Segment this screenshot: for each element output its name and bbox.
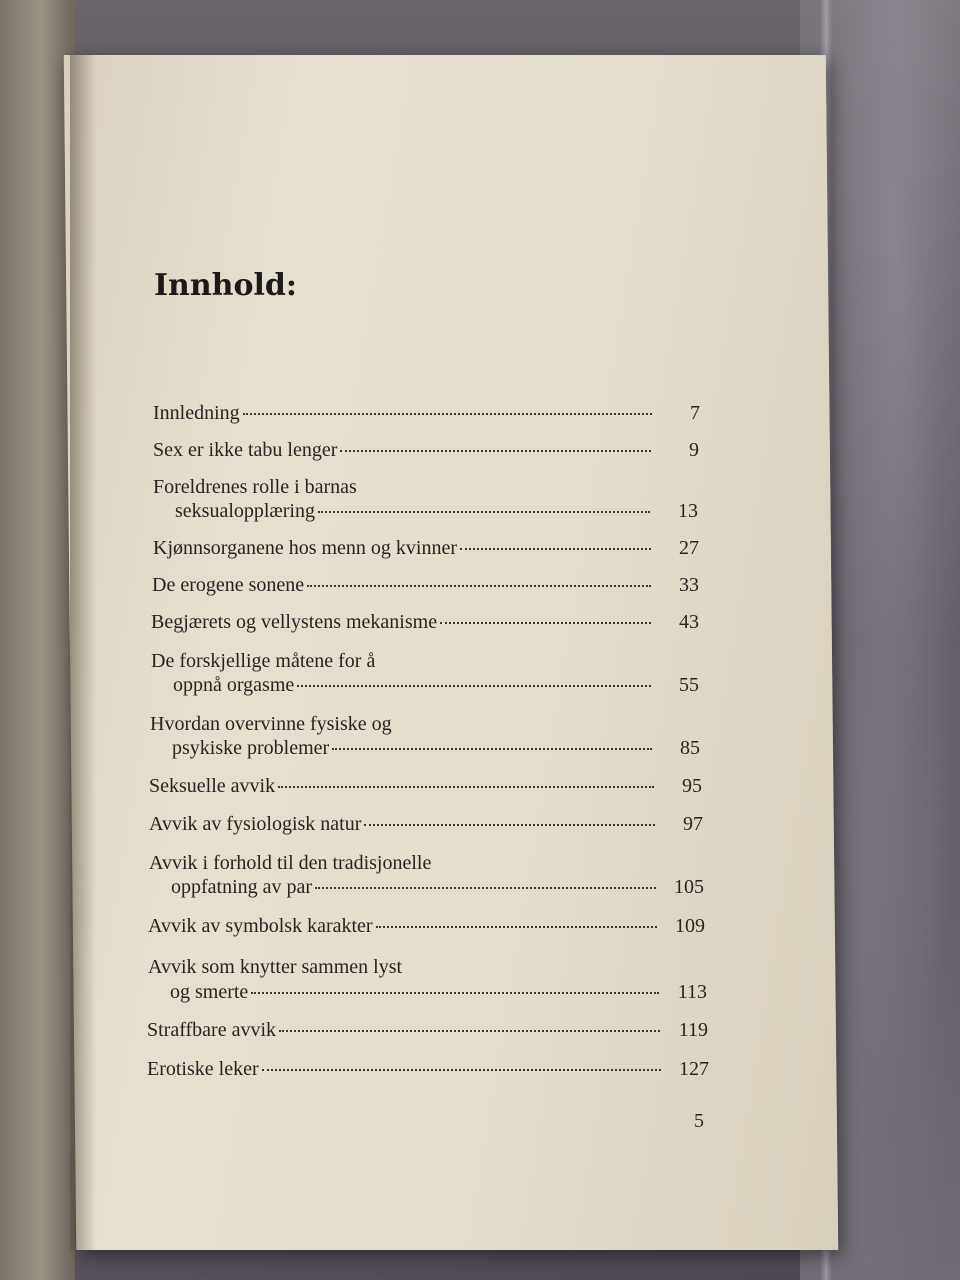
toc-entry-page: 27 [679,537,699,559]
toc-entry [170,981,707,1004]
toc-entry [149,813,703,836]
toc-entry [147,1058,709,1081]
toc-entry-title-line1: Avvik i forhold til den tradisjonelle [149,852,432,874]
dot-leader [307,585,651,587]
toc-entry-title: Innledning [153,402,240,424]
dot-leader [376,926,657,928]
toc-heading: Innhold: [154,268,297,303]
toc-entry-title: Avvik av symbolsk karakter [148,915,373,937]
toc-entry [153,439,699,462]
dot-leader [251,992,659,994]
toc-entry [153,402,700,425]
toc-entry-page: 109 [675,915,705,937]
toc-entry-title: psykiske problemer [172,737,330,759]
toc-entry-title: oppnå orgasme [173,674,295,696]
toc-entry-page: 7 [690,402,700,424]
dot-leader [278,786,654,788]
toc-entry-page: 55 [679,674,699,696]
dot-leader [315,887,656,889]
toc-entry-title: Erotiske leker [147,1058,259,1080]
toc-entry [149,775,702,798]
dot-leader [332,748,652,750]
toc-entry-page: 9 [689,439,699,461]
toc-entry [172,737,700,760]
toc-entry-title: seksualopplæring [175,500,315,522]
toc-entry-page: 105 [674,876,704,898]
toc-entry-title: Begjærets og vellystens mekanisme [151,611,438,633]
toc-entry-page: 33 [679,574,699,596]
dot-leader [243,413,652,415]
toc-entry [148,915,705,938]
toc-entry-title-line1: De forskjellige måtene for å [151,650,376,672]
toc-entry-title: Sex er ikke tabu lenger [153,439,338,461]
toc-entry [171,876,704,899]
toc-entry-title: Avvik av fysiologisk natur [149,813,362,835]
toc-entry [173,674,699,697]
toc-entry-page: 85 [680,737,700,759]
page-number: 5 [694,1110,704,1132]
toc-entry-title-line1: Avvik som knytter sammen lyst [148,956,403,978]
dot-leader [262,1069,661,1071]
dot-leader [440,622,651,624]
toc-entry [151,611,699,634]
toc-entry-title: Seksuelle avvik [149,775,276,797]
toc-entry-page: 97 [683,813,703,835]
dot-leader [318,511,650,513]
toc-entry-page: 43 [679,611,699,633]
toc-entry-title-line1: Hvordan overvinne fysiske og [150,713,392,735]
toc-entry-title: De erogene sonene [152,574,305,596]
toc-entry [152,574,699,597]
toc-entry-page: 127 [679,1058,709,1080]
dot-leader [340,450,651,452]
toc-entry-title: og smerte [170,981,249,1003]
toc-entry-page: 119 [678,1019,708,1041]
dot-leader [364,824,655,826]
toc-entry [147,1019,708,1042]
toc-entry [175,500,698,523]
toc-entry-page: 95 [682,775,702,797]
dot-leader [297,685,651,687]
toc-entry-title: Kjønnsorganene hos menn og kvinner [153,537,458,559]
toc-entry-page: 113 [677,981,707,1003]
dot-leader [460,548,651,550]
toc-entry-title: oppfatning av par [171,876,313,898]
toc-entry-title-line1: Foreldrenes rolle i barnas [153,476,357,498]
toc-entry [153,537,699,560]
toc-entry-title: Straffbare avvik [147,1019,277,1041]
toc-entry-page: 13 [678,500,698,522]
dot-leader [279,1030,660,1032]
